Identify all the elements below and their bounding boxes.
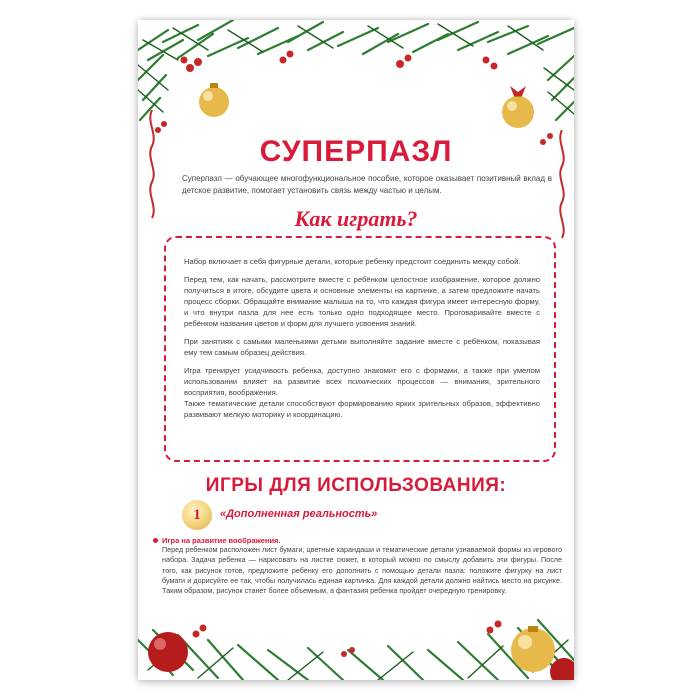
intro-text: Суперпазл — обучающее многофункциональное пособие, которое оказывает позитивный вклад в детское развитие, помогает установить связь между частью и целым. <box>182 174 552 195</box>
game-item <box>182 500 542 530</box>
gold-ornament-right <box>502 86 534 128</box>
rules-paragraph: Набор включает в себя фигурные детали, которые ребенку предстоит соединить между собой. <box>184 257 521 266</box>
rules-paragraph: Перед тем, как начать, рассмотрите вместе с ребёнком целостное изображение, которое должно получиться в итоге, обсудите цвета и основные элементы на картинке, а затем предложите начать процесс сборки. Обращайте внимание малыша на то, что каждая фигура имеет интересную форму, и что внутри пазла для нее есть только одно подходящее место. Проговаривайте вместе с ребёнком названия цветов и форм для лучшего усвоения знаний. <box>184 275 540 328</box>
red-ornament-right <box>550 658 574 680</box>
rules-paragraph: При занятиях с самыми маленькими детьми выполняйте задание вместе с ребёнком, показывая ему тем самым образец действия. <box>184 337 540 357</box>
gold-ornament-left <box>199 83 229 117</box>
game-title: «Дополненная реальность» <box>220 508 378 520</box>
red-ornament-left <box>148 632 188 672</box>
instruction-sheet <box>138 20 574 680</box>
game-number-badge: 1 <box>182 500 212 530</box>
task-text: Перед ребенком расположен лист бумаги, цветные карандаши и тематические детали узнаваемой формы из игрового набора. Задача ребенка — нарисовать на листке сюжет, в который можно по смыслу добавить эти фигуры. После того, как рисунок готов, предложите ребенку его дополнить с помощью детали пазла: положите фигурку на лист бумаги и дорисуйте ее так, чтобы получилась единая картинка. Для каждой детали должно найтись место на рисунке. Таким образом, рисунок станет более объемным, а фантазия ребенка пройдет очередную тренировку. <box>162 545 562 596</box>
rules-paragraph: Игра тренирует усидчивость ребенка, доступно знакомит его с формами, а также при умелом использовании влияет на развитие всех психических процессов — внимания, зрительного восприятия, воображения. <box>184 366 540 397</box>
rules-paragraph: Также тематические детали способствуют формированию ярких зрительных образов, эффективно развивают мелкую моторику и координацию. <box>184 399 540 419</box>
fir-garland-bottom <box>138 600 574 680</box>
page-title: СУПЕРПАЗЛ <box>259 135 453 168</box>
games-heading: ИГРЫ ДЛЯ ИСПОЛЬЗОВАНИЯ: <box>205 475 507 496</box>
game-task <box>152 536 562 596</box>
how-to-play-heading: Как играть? <box>294 206 418 231</box>
rules-box <box>164 236 556 462</box>
task-heading: Игра на развитие воображения. <box>162 536 562 545</box>
